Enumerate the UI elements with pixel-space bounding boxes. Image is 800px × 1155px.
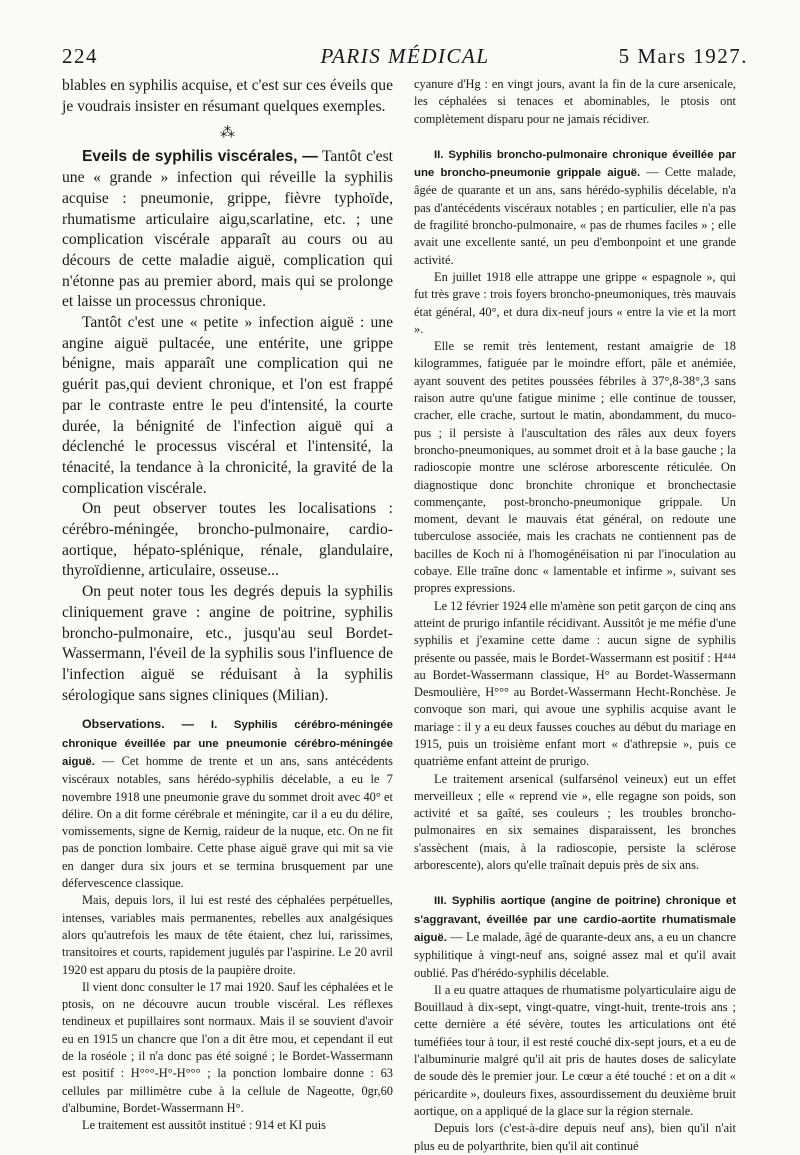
observation-2-paragraph-3: Elle se remit très lentement, restant amaigrie de 18 kilogrammes, fatiguée par le moindre effort, pâle et anémiée, ayant souvent des petites poussées fébriles à 37°,8-38°,3 sans raison autre qu'une fatigue minime ; elle continue de tousser, cracher, elle crache, surtout le matin, abondamment, du muco-pus ; il persiste à l'auscultation des râles aux deux foyers broncho-pneumoniques, au sommet droit et à la base gauche ; la radioscopie montre une sclérose arborescente réticulée. On diagnostique donc bronchite chronique et bronchectasie commençante, post-broncho-pneumonique grippale. Un moment, devant le mauvais état général, on redoute une tuberculose associée, mais les crachats ne contiennent pas de bacilles de Koch ni à l'homogénéisation ni par l'inoculation au cobaye. Elle traîne donc « lamentable et infirme », suivant ses propres expressions. [414,339,736,596]
section-eveils [62,147,393,313]
paragraph-degres: On peut noter tous les degrés depuis la syphilis cliniquement grave : angine de poitrine, syphilis broncho-pulmonaire, etc., jusqu'au seul Bordet-Wassermann, l'éveil de la syphilis sous l'influence de l'infection aiguë se réduisant à la syphilis sérologique sans signes cliniques (Milian). [62,583,393,704]
issue-date: 5 Mars 1927. [618,44,748,68]
observation-1-paragraph-4: Le traitement est aussitôt institué : 914 et KI puis [82,1118,326,1133]
running-header [62,44,748,74]
journal-title: PARIS MÉDICAL [320,44,490,68]
observation-3-text: — Le malade, âgé de quarante-deux ans, a eu un chancre syphilitique à vingt-neuf ans, soigné assez mal et qu'il avait oublié. Pas d'hérédo-syphilis décelable. [414,929,736,980]
observation-1-paragraph-3: Il vient donc consulter le 17 mai 1920. Sauf les céphalées et le ptosis, on ne découvre aucun trouble viscéral. Les réflexes tendineux et pupillaires sont normaux. Mais il se souvient d'avoir eu en 1915 un chancre que l'on a dit être mou, et cependant il eut de la roséole ; il n'a donc pas été soigné ; le Bordet-Wassermann est positif : H°°°-H°-H°°° ; la ponction lombaire donne : 63 cellules par millimètre cube à la cellule de Nageotte, 0gr,60 d'albumine, Bordet-Wassermann H°. [62,979,393,1115]
observations-title: Observations. — [82,717,211,732]
page-number: 224 [62,44,98,68]
left-column [62,76,393,1135]
section-eveils-text: Tantôt c'est une « grande » infection qui réveille la syphilis acquise : pneumonie, grippe, fièvre typhoïde, rhumatisme articulaire aigu,scarlatine, etc. ; une complication viscérale apparaît au cours ou au décours de cette maladie aiguë, complication qui n'étonne pas au premier abord, mais qui se prolonge et laisse un processus chronique. [62,148,393,311]
paragraph-petite-infection: Tantôt c'est une « petite » infection aiguë : une angine aiguë pultacée, une entérite, une grippe bénigne, mais apparaît une complication qui ne guérit pas,qui devient chronique, et l'on est frappé par le contraste entre le peu d'intensité, la courte durée, la bénignité de l'infection aiguë qui a déclenché le processus viscéral et l'intensité, la ténacité, la tendance à la chronicité, la gravité de la complication viscérale. [62,314,393,497]
observation-1-title: I. Syphilis cérébro-méningée chronique éveillée par une pneumonie cérébro-méningée aiguë. [62,719,393,768]
observation-2-paragraph-5: Le traitement arsenical (sulfarsénol veineux) eut un effet merveilleux ; elle « reprend vie », elle regagne son poids, son activité et sa gaîté, ses couleurs ; les troubles broncho-pulmonaires en six semaines disparaissent, les bronches s'assèchent (mais, à la radioscopie, persiste la sclérose arborescente), alors qu'elle traînait depuis près de six ans. [414,771,736,873]
observation-2-paragraph-4: Le 12 février 1924 elle m'amène son petit garçon de cinq ans atteint de prurigo infantile récidivant. Aussitôt je me méfie d'une syphilis et j'examine cette dame : aucun signe de syphilis présente ou passée, mais le Bordet-Wassermann est positif : H⁴⁴⁴ au Bordet-Wassermann classique, H° au Bordet-Wassermann Desmoulière, H°°° au Bordet-Wassermann Hecht-Ronchèse. Je convoque son mari, qui avoue une syphilis acquise avant le mariage : il y a eu deux fausses couches au début du mariage en 1915, puis un troisième enfant mort « d'athrepsie », puis ce quatrième enfant atteint de prurigo. [414,598,736,769]
observation-2 [414,146,736,269]
paragraph-localisations: On peut observer toutes les localisations : cérébro-méningée, broncho-pulmonaire, cardio-aortique, hépato-splénique, rénale, glandulaire, thyroïdienne, articulaire, osseuse... [62,500,393,580]
observation-3 [414,892,736,981]
asterism: ⁂ [220,125,235,142]
section-title: Eveils de syphilis viscérales, — [82,148,318,166]
observation-2-paragraph-2: En juillet 1918 elle attrappe une grippe « espagnole », qui fut très grave : trois foyers broncho-pneumoniques, très mauvais état général, 40°, et dura dix-neuf jours « entre la vie et la mort ». [414,269,736,336]
observation-3-title: III. Syphilis aortique (angine de poitrine) chronique et s'aggravant, éveillée par une cardio-aortite rhumatismale aiguë. [414,895,736,944]
observation-1 [62,716,393,892]
observation-1-continued: cyanure d'Hg : en vingt jours, avant la fin de la cure arsenicale, les céphalées si tenaces et abominables, le ptosis ont complètement disparu pour ne jamais récidiver. [414,77,736,126]
right-column [414,76,736,1155]
observation-2-title: II. Syphilis broncho-pulmonaire chronique éveillée par une broncho-pneumonie grippale aiguë. [414,148,736,180]
observation-3-paragraph-3: Depuis lors (c'est-à-dire depuis neuf ans), bien qu'il n'ait plus eu de polyarthrite, bien qu'il ait continué [414,1121,736,1153]
observation-1-paragraph-2: Mais, depuis lors, il lui est resté des céphalées perpétuelles, intenses, variables mais permanentes, rebelles aux analgésiques alors qu'autrefois les maux de tête étaient, chez lui, rarissimes, transitoires et courts, rapidement jugulés par l'aspirine. Le 20 avril 1920 est apparu du ptosis de la paupière droite. [62,893,393,977]
observation-2-text: — Cette malade, âgée de quarante et un ans, sans hérédo-syphilis décelable, n'a pas d'antécédents viscéraux notables ; en particulier, elle n'a pas de fragilité broncho-pulmonaire, « pas de rhumes faciles » ; elle avait une excellente santé, un peu d'embonpoint et une grande activité. [414,165,736,267]
observation-3-paragraph-2: Il a eu quatre attaques de rhumatisme polyarticulaire aigu de Bouillaud à dix-sept, vingt-quatre, vingt-huit, trente-trois ans ; cette dernière a été sévère, toutes les articulations ont été tuméfiées tour à tour, il est resté couché dix-sept jours, et a eu de l'albuminurie malgré qu'il ait pris de hautes doses de salicylate de soude dès le premier jour. Le cœur a été touché : et on a dit « péricardite », douleurs fixes, assourdissement du deuxième bruit aortique, on a appliqué de la glace sur la région sternale. [414,982,736,1118]
observation-1-text: — Cet homme de trente et un ans, sans antécédents viscéraux notables, sans hérédo-syphilis décelable, a eu le 7 novembre 1918 une pneumonie grave du sommet droit avec 40° et délire. On a dit forme cérébrale et méningite, car il a eu du délire, vomissements, signe de Kernig, raideur de la nuque, etc. On ne fit pas de ponction lombaire. Cette phase aiguë grave qui mit sa vie en danger dura six jours et se termina brusquement par une défervescence classique. [62,753,393,891]
paragraph-continued: blables en syphilis acquise, et c'est sur ces éveils que je voudrais insister en résumant quelques exemples. [62,77,393,115]
